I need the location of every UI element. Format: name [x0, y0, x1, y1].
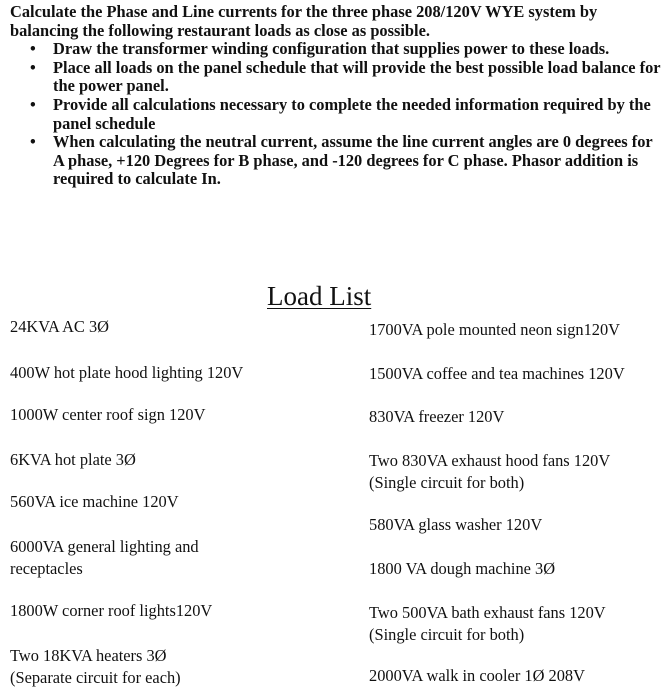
load-item-line: 830VA freezer 120V — [369, 407, 505, 426]
load-item-line: 1000W center roof sign 120V — [10, 405, 206, 424]
load-item-line: (Single circuit for both) — [369, 472, 525, 492]
bullet-marker: • — [30, 57, 36, 77]
bullet-item — [10, 133, 662, 189]
load-item — [369, 558, 555, 580]
load-item — [10, 645, 181, 688]
load-item — [10, 536, 199, 579]
load-item — [369, 363, 625, 385]
instructions-bullet-list — [10, 40, 662, 189]
load-item-line: 24KVA AC 3Ø — [10, 317, 109, 336]
load-item — [369, 514, 542, 536]
load-item — [10, 316, 109, 338]
load-item-line: 1500VA coffee and tea machines 120V — [369, 364, 625, 383]
load-item-line: 6KVA hot plate 3Ø — [10, 450, 136, 469]
load-item-line: 6000VA general lighting and — [10, 537, 199, 556]
load-item-line: 2000VA walk in cooler 1Ø 208V — [369, 666, 585, 685]
load-item-line: 1800 VA dough machine 3Ø — [369, 559, 556, 578]
load-item-line: 560VA ice machine 120V — [10, 492, 179, 511]
load-item — [369, 319, 620, 341]
load-item — [10, 362, 243, 384]
load-item — [10, 491, 179, 513]
load-item — [369, 602, 606, 645]
load-item-line: 580VA glass washer 120V — [369, 515, 543, 534]
bullet-item — [10, 59, 662, 96]
load-item-line: (Single circuit for both) — [369, 624, 525, 644]
load-item-line: (Separate circuit for each) — [10, 667, 181, 687]
load-list-title: Load List — [267, 281, 372, 311]
bullet-marker: • — [30, 132, 36, 152]
load-item-line: Two 18KVA heaters 3Ø — [10, 646, 167, 665]
bullet-text: Provide all calculations necessary to complete the needed information required by the panel schedule — [53, 94, 651, 133]
instructions-block — [10, 3, 662, 189]
bullet-text: Draw the transformer winding configuration that supplies power to these loads. — [53, 39, 610, 59]
load-item-line: receptacles — [10, 558, 83, 578]
load-item-line: Two 830VA exhaust hood fans 120V — [369, 451, 611, 470]
bullet-text: When calculating the neutral current, assume the line current angles are 0 degrees for A phase, +120 Degrees for B phase, and -120 degrees for C phase. Phasor addition is required to calculate In. — [53, 132, 653, 189]
bullet-item — [10, 96, 662, 133]
load-item — [369, 450, 610, 493]
load-item — [369, 665, 585, 687]
load-item — [369, 406, 504, 428]
instructions-heading: Calculate the Phase and Line currents for the three phase 208/120V WYE system by balancing the following restaurant loads as close as possible. — [10, 2, 598, 40]
load-item — [10, 404, 205, 426]
bullet-marker: • — [30, 39, 36, 59]
bullet-text: Place all loads on the panel schedule that will provide the best possible load balance for the power panel. — [53, 57, 661, 96]
load-item-line: Two 500VA bath exhaust fans 120V — [369, 603, 606, 622]
load-item-line: 1700VA pole mounted neon sign120V — [369, 320, 621, 339]
bullet-marker: • — [30, 94, 36, 114]
load-item — [10, 449, 136, 471]
load-item — [10, 600, 212, 622]
load-item-line: 400W hot plate hood lighting 120V — [10, 363, 244, 382]
load-item-line: 1800W corner roof lights120V — [10, 601, 213, 620]
bullet-item — [10, 40, 662, 59]
